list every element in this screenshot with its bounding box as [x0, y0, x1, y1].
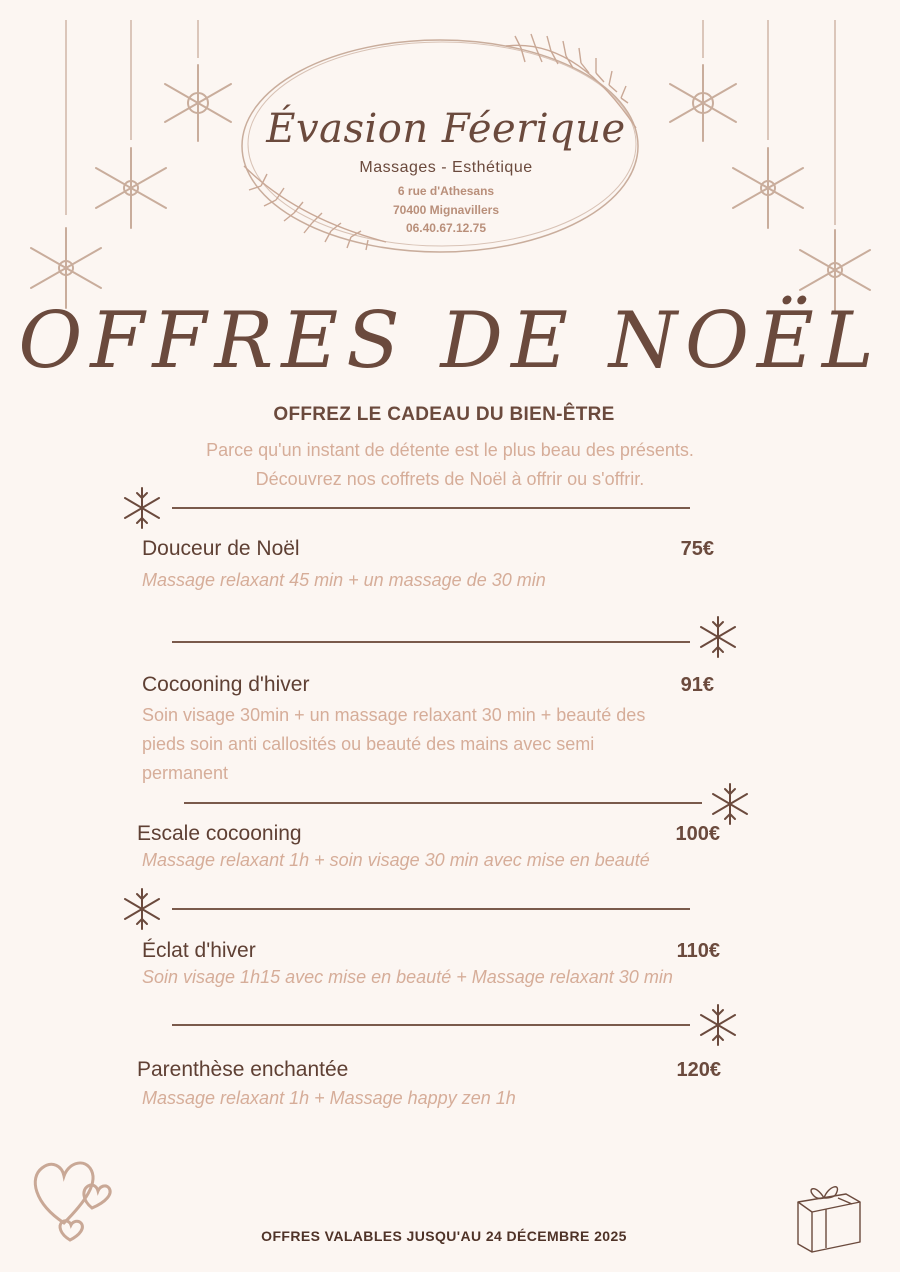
snowflake-icon	[670, 65, 736, 141]
divider	[184, 802, 702, 804]
offer-name: Éclat d'hiver	[142, 939, 256, 962]
snowflake-icon	[694, 613, 742, 661]
page-subtitle: OFFREZ LE CADEAU DU BIEN-ÊTRE	[273, 404, 615, 425]
offer-price: 120€	[676, 1059, 721, 1081]
offer-price: 91€	[680, 674, 714, 696]
divider	[172, 908, 690, 910]
offer-description: Soin visage 1h15 avec mise en beauté + Massage relaxant 30 min	[142, 967, 673, 987]
offer-price: 110€	[676, 940, 720, 962]
gift-icon	[786, 1176, 866, 1256]
snowflake-icon	[118, 484, 166, 532]
snowflake-icon	[706, 780, 754, 828]
address-line-1: 6 rue d'Athesans	[397, 184, 495, 198]
offer-price: 100€	[675, 823, 720, 845]
offer-description: Soin visage 30min + un massage relaxant 30 min + beauté des	[142, 705, 646, 725]
address-line-2: 70400 Mignavillers	[392, 203, 500, 217]
garland-right	[660, 0, 900, 320]
offer-name: Escale cocooning	[137, 822, 302, 845]
offer-description: Massage relaxant 1h + Massage happy zen 1h	[142, 1088, 516, 1108]
brand-name: Évasion Féerique	[266, 106, 626, 152]
snowflake-icon	[118, 885, 166, 933]
divider	[172, 1024, 690, 1026]
intro-line-2: Découvrez nos coffrets de Noël à offrir ou s'offrir.	[255, 469, 645, 489]
offer-description: Massage relaxant 1h + soin visage 30 min avec mise en beauté	[142, 850, 650, 870]
phone-number: 06.40.67.12.75	[405, 221, 487, 235]
snowflake-icon	[694, 1001, 742, 1049]
divider	[172, 641, 690, 643]
snowflake-icon	[96, 148, 166, 228]
snowflake-icon	[165, 65, 231, 141]
offer-description: Massage relaxant 45 min + un massage de 30 min	[142, 570, 546, 590]
offer-name: Cocooning d'hiver	[142, 673, 310, 696]
offer-name: Parenthèse enchantée	[137, 1058, 349, 1081]
offer-description: permanent	[142, 763, 229, 783]
page-title: OFFRES DE NOËL	[18, 296, 882, 386]
garland-left	[0, 0, 240, 320]
offer-price: 75€	[680, 538, 714, 560]
snowflake-icon	[733, 148, 803, 228]
intro-line-1: Parce qu'un instant de détente est le plus beau des présents.	[206, 440, 694, 460]
offer-name: Douceur de Noël	[142, 537, 300, 560]
divider	[172, 507, 690, 509]
logo	[236, 18, 656, 258]
offer-description: pieds soin anti callosités ou beauté des mains avec semi	[142, 734, 595, 754]
footer-validity: OFFRES VALABLES JUSQU'AU 24 DÉCEMBRE 2025	[261, 1228, 627, 1244]
brand-subtitle: Massages - Esthétique	[359, 159, 533, 176]
